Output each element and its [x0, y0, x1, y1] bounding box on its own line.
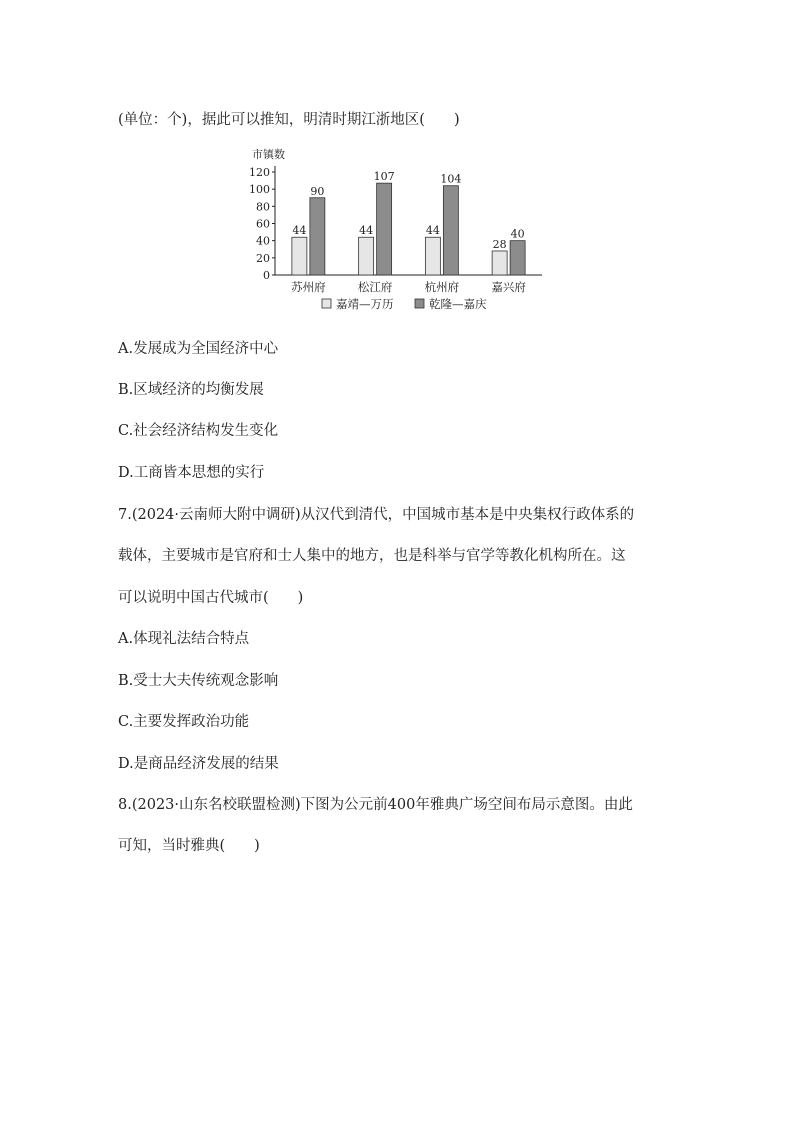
bar	[359, 237, 374, 275]
question-6-option-b[interactable]: B.区域经济的均衡发展	[118, 382, 264, 398]
question-6-option-d[interactable]: D.工商皆本思想的实行	[118, 465, 265, 481]
y-axis-label: 市镇数	[252, 148, 285, 161]
question-7-option-d[interactable]: D.是商品经济发展的结果	[118, 756, 279, 772]
legend-swatch	[322, 299, 331, 308]
question-7-option-c[interactable]: C.主要发挥政治功能	[118, 714, 250, 730]
data-label: 107	[373, 170, 395, 184]
data-label: 40	[510, 227, 525, 241]
bar	[310, 198, 325, 275]
y-tick-label: 0	[263, 269, 270, 282]
question-7-stem-line-3: 可以说明中国古代城市( )	[118, 590, 304, 606]
bar	[377, 183, 392, 275]
bar	[492, 251, 507, 275]
y-tick-label: 60	[256, 217, 270, 231]
question-7-stem-line-1: 7.(2024·云南师大附中调研)从汉代到清代，中国城市基本是中央集权行政体系的	[118, 507, 635, 523]
question-6-option-c[interactable]: C.社会经济结构发生变化	[118, 423, 279, 439]
question-7-option-a[interactable]: A.体现礼法结合特点	[118, 631, 250, 647]
data-label: 104	[440, 172, 462, 186]
y-tick-label: 100	[249, 183, 270, 197]
data-label: 44	[425, 224, 440, 238]
question-7-stem-line-2: 载体，主要城市是官府和士人集中的地方，也是科举与官学等教化机构所在。这	[118, 548, 626, 564]
bar-chart	[240, 138, 560, 320]
data-label: 90	[310, 184, 325, 198]
bar	[443, 186, 458, 275]
bar	[292, 237, 307, 275]
legend-label: 乾隆—嘉庆	[429, 297, 487, 311]
x-tick-label: 苏州府	[291, 280, 326, 294]
bar	[425, 237, 440, 275]
x-tick-label: 杭州府	[424, 280, 460, 294]
legend-label: 嘉靖—万历	[336, 297, 394, 311]
y-tick-label: 80	[256, 200, 270, 214]
question-8-stem-line-2: 可知，当时雅典( )	[118, 838, 260, 854]
data-label: 28	[492, 237, 507, 251]
legend-swatch	[415, 299, 424, 308]
y-tick-label: 40	[256, 234, 270, 248]
question-7-option-b[interactable]: B.受士大夫传统观念影响	[118, 673, 279, 689]
data-label: 44	[292, 224, 307, 238]
bar	[510, 241, 525, 275]
x-tick-label: 松江府	[357, 280, 393, 294]
x-tick-label: 嘉兴府	[491, 280, 526, 294]
y-tick-label: 120	[249, 166, 270, 179]
y-tick-label: 20	[256, 251, 270, 265]
question-6-stem: (单位：个)，据此可以推知，明清时期江浙地区( )	[118, 112, 460, 128]
question-6-option-a[interactable]: A.发展成为全国经济中心	[118, 341, 279, 357]
data-label: 44	[359, 224, 374, 238]
question-8-stem-line-1: 8.(2023·山东名校联盟检测)下图为公元前400年雅典广场空间布局示意图。由此	[118, 797, 633, 813]
